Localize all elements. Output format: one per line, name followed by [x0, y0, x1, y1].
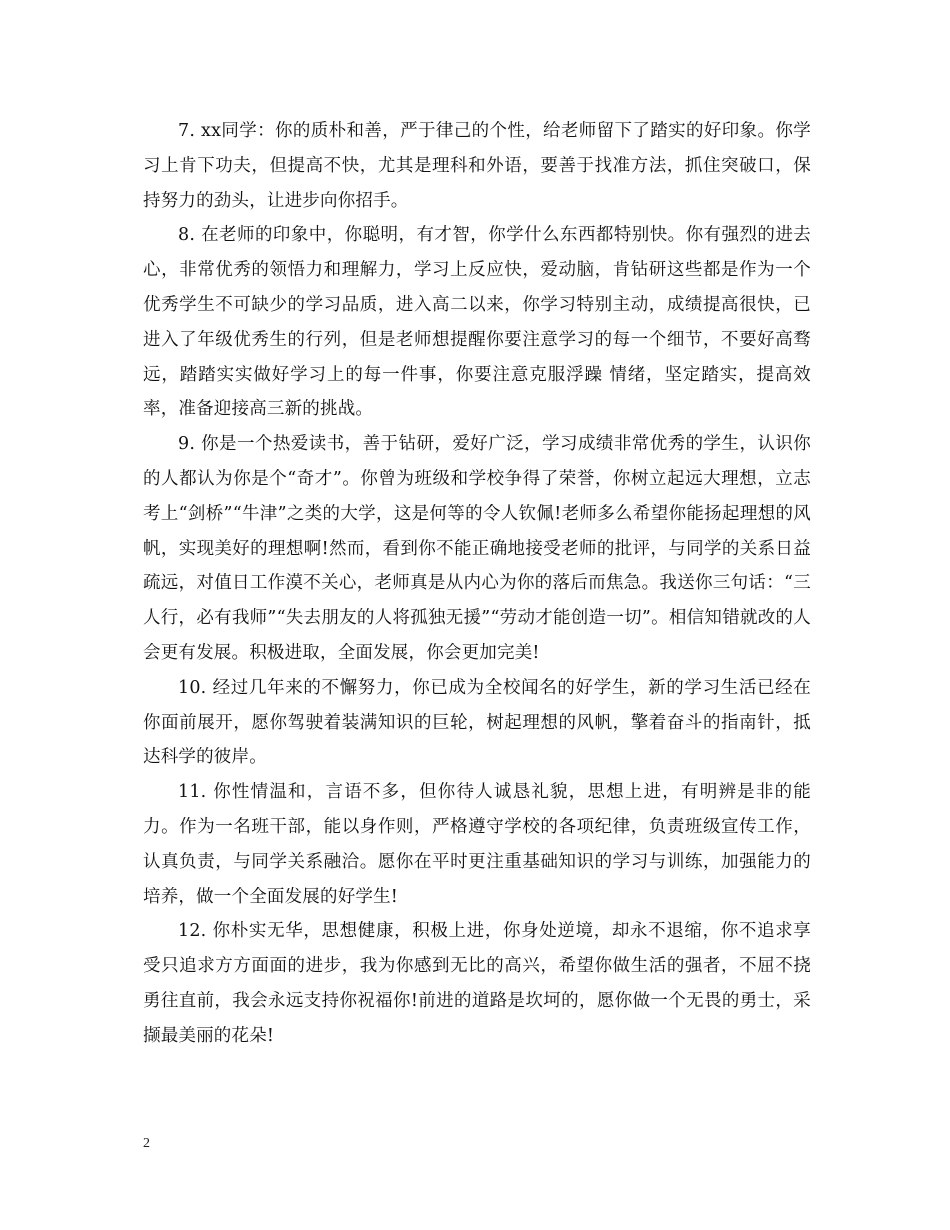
paragraph-7: 7. xx同学：你的质朴和善，严于律己的个性，给老师留下了踏实的好印象。你学习上肯下功夫，但提高不快，尤其是理科和外语，要善于找准方法，抓住突破口，保持努力的劲头，让进步向你招手。 [143, 121, 811, 211]
paragraph-9: 9. 你是一个热爱读书，善于钻研，爱好广泛，学习成绩非常优秀的学生，认识你的人都认为你是个“奇才”。你曾为班级和学校争得了荣誉，你树立起远大理想，立志考上“剑桥”“牛津”之类的大学，这是何等的令人钦佩!老师多么希望你能扬起理想的风帆，实现美好的理想啊!然而，看到你不能正确地接受老师的批评，与同学的关系日益疏远，对值日工作漠不关心，老师真是从内心为你的落后而焦急。我送你三句话：“三人行，必有我师”“失去朋友的人将孤独无援”“劳动才能创造一切”。相信知错就改的人会更有发展。积极进取，全面发展，你会更加完美! [143, 434, 811, 663]
document-body [143, 114, 811, 1054]
paragraph-10: 10. 经过几年来的不懈努力，你已成为全校闻名的好学生，新的学习生活已经在你面前展开，愿你驾驶着装满知识的巨轮，树起理想的风帆，擎着奋斗的指南针，抵达科学的彼岸。 [143, 677, 811, 768]
paragraph-12: 12. 你朴实无华，思想健康，积极上进，你身处逆境，却永不退缩，你不追求享受只追求方方面面的进步，我为你感到无比的高兴，希望你做生活的强者，不屈不挠勇往直前，我会永远支持你祝福你!前进的道路是坎坷的，愿你做一个无畏的勇士，采撷最美丽的花朵! [143, 921, 811, 1046]
paragraph-11: 11. 你性情温和，言语不多，但你待人诚恳礼貌，思想上进，有明辨是非的能力。作为一名班干部，能以身作则，严格遵守学校的各项纪律，负责班级宣传工作，认真负责，与同学关系融洽。愿你在平时更注重基础知识的学习与训练，加强能力的培养，做一个全面发展的好学生! [143, 782, 811, 907]
paragraph-8: 8. 在老师的印象中，你聪明，有才智，你学什么东西都特别快。你有强烈的进去心，非常优秀的领悟力和理解力，学习上反应快，爱动脑，肯钻研这些都是作为一个优秀学生不可缺少的学习品质，进入高二以来，你学习特别主动，成绩提高很快，已进入了年级优秀生的行列，但是老师想提醒你要注意学习的每一个细节，不要好高骛远，踏踏实实做好学习上的每一件事，你要注意克服浮躁 情绪，坚定踏实，提高效率，准备迎接高三新的挑战。 [143, 225, 811, 420]
page-number: 2 [143, 1136, 150, 1151]
